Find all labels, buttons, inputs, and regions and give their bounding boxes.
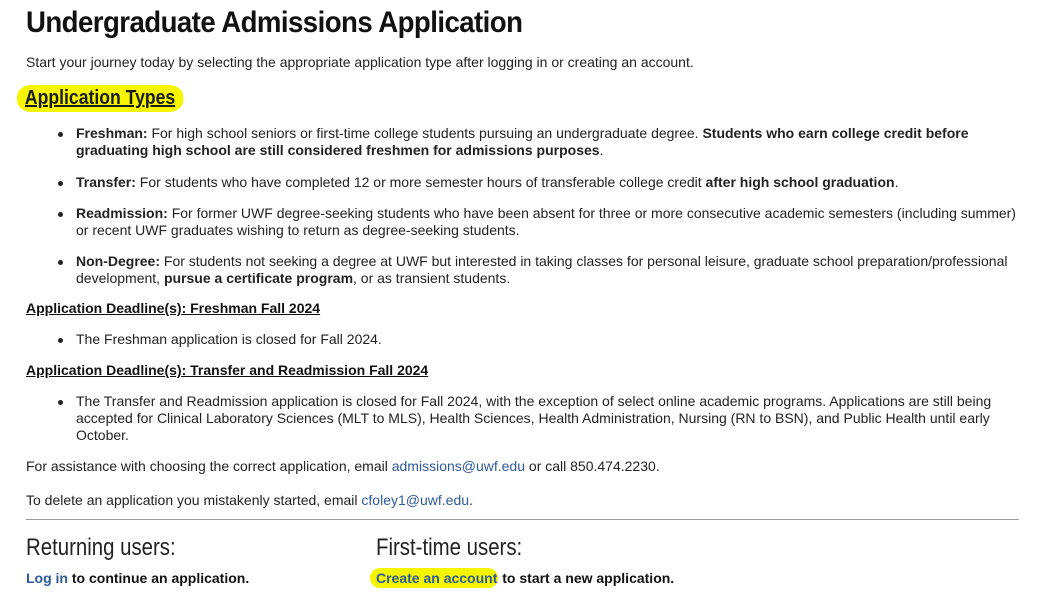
cfoley-email-link[interactable]: cfoley1@uwf.edu: [361, 492, 470, 508]
assistance-post: or call 850.474.2230.: [525, 458, 660, 474]
type-desc: For students who have completed 12 or more semester hours of transferable college credit: [135, 174, 706, 190]
deadline-transfer-heading: Application Deadline(s): Transfer and Readmission Fall 2024: [26, 362, 429, 378]
admissions-email-link[interactable]: admissions@uwf.edu: [391, 458, 526, 474]
returning-rest: to continue an application.: [68, 570, 250, 586]
first-time-users-line: [376, 570, 674, 586]
first-time-rest: to start a new application.: [498, 570, 675, 586]
returning-users-title: Returning users:: [26, 534, 176, 561]
list-item: [58, 205, 1018, 239]
list-item: The Freshman application is closed for Fall 2024.: [58, 331, 1018, 348]
type-tail: .: [599, 142, 604, 158]
list-item: [58, 125, 1018, 159]
list-item: [58, 253, 1018, 287]
log-in-link[interactable]: Log in: [26, 570, 68, 586]
assistance-pre: For assistance with choosing the correct application, email: [26, 458, 392, 474]
divider: [26, 519, 1019, 520]
type-label: Transfer:: [76, 174, 136, 190]
type-note: after high school graduation: [705, 174, 895, 190]
application-types-list: [58, 125, 1018, 287]
first-time-users-title: First-time users:: [376, 534, 523, 561]
assistance-text: [26, 458, 660, 474]
type-desc: For former UWF degree-seeking students who have been absent for three or more consecutive academic semesters (including summer) or recent UWF graduates wishing to return as degree-seeking students.: [76, 205, 1016, 238]
delete-text: [26, 492, 473, 508]
delete-pre: To delete an application you mistakenly started, email: [26, 492, 362, 508]
page-title: Undergraduate Admissions Application: [26, 6, 523, 39]
type-desc: For students not seeking a degree at UWF but interested in taking classes for personal leisure, graduate school preparation/professional development,: [76, 253, 1008, 286]
application-types-heading: Application Types: [17, 85, 183, 112]
deadline-transfer-list: [58, 393, 1018, 444]
list-item: [58, 174, 1018, 191]
intro-text: Start your journey today by selecting the appropriate application type after logging in or creating an account.: [26, 54, 694, 70]
create-account-link[interactable]: Create an account: [370, 568, 498, 588]
type-desc: For high school seniors or first-time college students pursuing an undergraduate degree.: [147, 125, 703, 141]
type-label: Readmission:: [76, 205, 168, 221]
deadline-freshman-heading: Application Deadline(s): Freshman Fall 2024: [26, 300, 321, 316]
type-note: pursue a certificate program: [163, 270, 354, 286]
type-label: Freshman:: [76, 125, 148, 141]
type-tail: .: [894, 174, 899, 190]
delete-post: .: [469, 492, 473, 508]
type-label: Non-Degree:: [76, 253, 161, 269]
deadline-freshman-list: [58, 331, 1018, 348]
type-note: Students who earn college credit before graduating high school are still considered freshmen for admissions purposes: [76, 125, 969, 158]
type-tail: , or as transient students.: [353, 270, 511, 286]
list-item: The Transfer and Readmission application is closed for Fall 2024, with the exception of select online academic programs. Applications are still being accepted for Clinical Laboratory Sciences (MLT to MLS), Health Sciences, Health Administration, Nursing (RN to BSN), and Public Health until early October.: [58, 393, 1018, 444]
returning-users-line: [26, 570, 249, 586]
